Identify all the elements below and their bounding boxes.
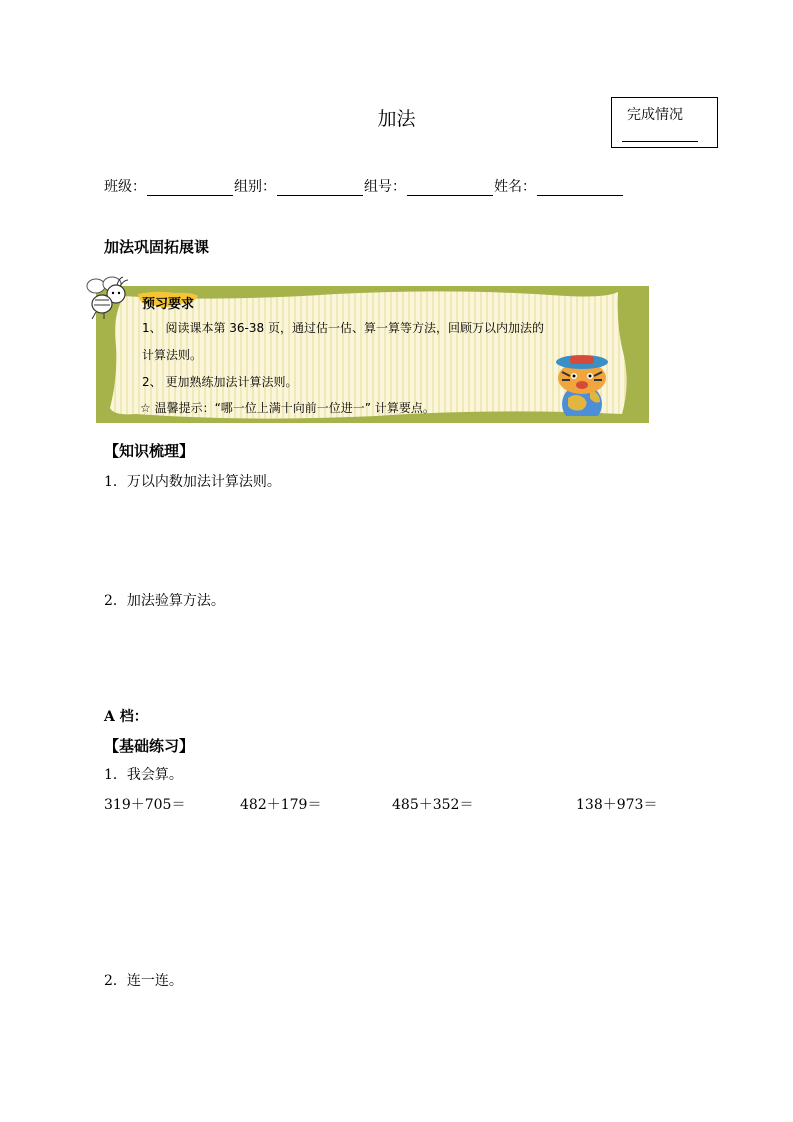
knowledge-q1: 1．万以内数加法计算法则。 xyxy=(104,474,281,490)
calc-item: 319＋705＝ xyxy=(104,797,186,813)
preview-item-1b: 计算法则。 xyxy=(142,348,203,362)
class-blank[interactable] xyxy=(147,180,233,196)
lesson-title: 加法巩固拓展课 xyxy=(104,238,210,256)
knowledge-heading: 【知识梳理】 xyxy=(104,442,195,460)
question-1: 1．我会算。 xyxy=(104,767,183,783)
student-info-row xyxy=(104,176,624,196)
calc-item: 482＋179＝ xyxy=(240,797,322,813)
level-a-label: A 档： xyxy=(104,709,148,725)
preview-tip: ☆ 温馨提示：“哪一位上满十向前一位进一” 计算要点。 xyxy=(140,401,435,415)
preview-item-2: 2、 更加熟练加法计算法则。 xyxy=(142,375,298,389)
preview-item-1a: 1、 阅读课本第 36-38 页，通过估一估、算一算等方法，回顾万以内加法的 xyxy=(142,321,544,335)
knowledge-q2: 2．加法验算方法。 xyxy=(104,593,225,609)
preview-heading: 预习要求 xyxy=(142,297,195,312)
status-blank-line[interactable] xyxy=(622,141,698,142)
calc-item: 138＋973＝ xyxy=(576,797,658,813)
calc-item: 485＋352＝ xyxy=(392,797,474,813)
class-label: 班级： xyxy=(104,179,146,195)
group-no-label: 组号： xyxy=(364,179,406,195)
group-label: 组别： xyxy=(234,179,276,195)
page-title: 加法 xyxy=(377,108,416,130)
group-blank[interactable] xyxy=(277,180,363,196)
name-blank[interactable] xyxy=(537,180,623,196)
group-no-blank[interactable] xyxy=(407,180,493,196)
tiger-globe-icon xyxy=(542,352,622,416)
name-label: 姓名： xyxy=(494,179,536,195)
bee-icon xyxy=(82,274,132,320)
question-2: 2．连一连。 xyxy=(104,973,183,989)
preview-panel xyxy=(96,286,649,423)
basic-practice-heading: 【基础练习】 xyxy=(104,737,195,755)
status-label: 完成情况 xyxy=(627,107,683,123)
